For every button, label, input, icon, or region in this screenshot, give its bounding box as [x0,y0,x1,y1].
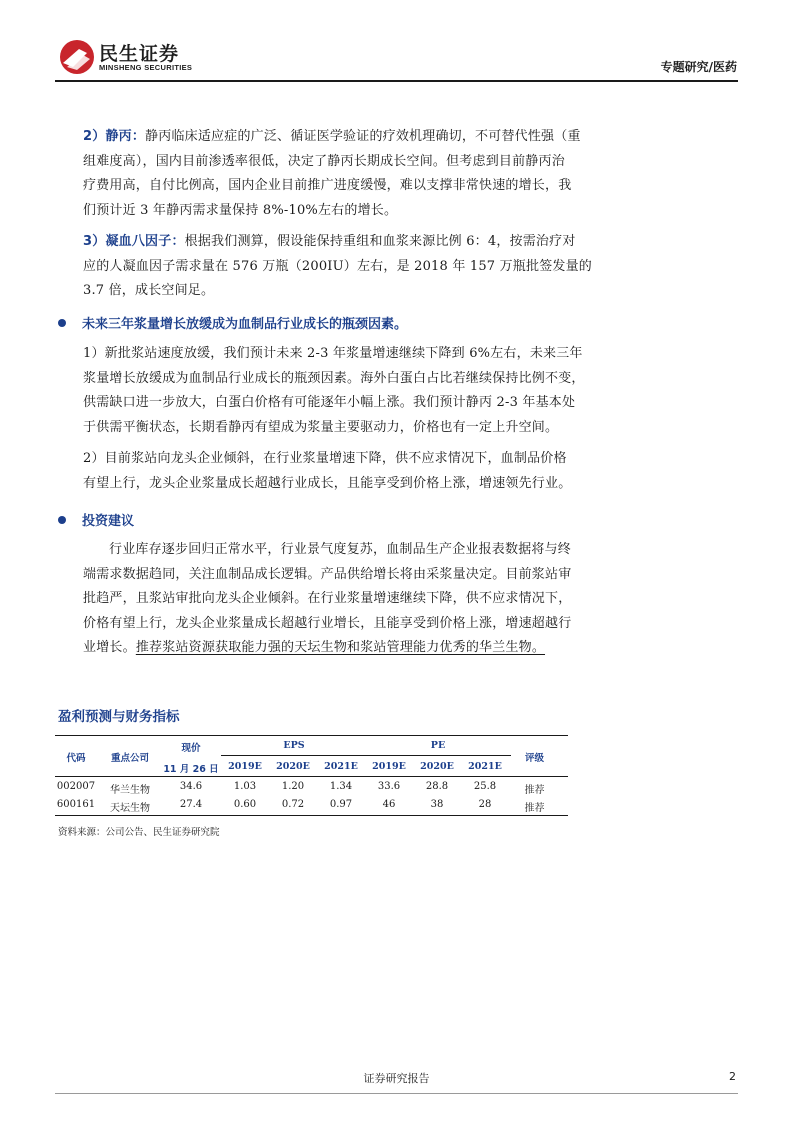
ivig-label: 2）静丙： [83,129,146,144]
table-cell: 0.97 [329,799,353,810]
text-line: 3.7 倍，成长空间足。 [83,283,215,298]
header-divider [55,80,738,82]
table-cell: 1.03 [233,781,257,792]
footer-divider [55,1093,738,1094]
table-cell: 46 [382,799,396,810]
paragraph-factor-viii [83,230,607,304]
logo-english-name: MINSHENG SECURITIES [99,63,193,72]
company-logo [57,37,207,77]
table-cell: 推荐 [524,803,545,814]
table-cell: 1.34 [329,781,353,792]
header-year: 2020E [276,761,310,772]
header-year: 2021E [468,761,502,772]
table-cell: 华兰生物 [110,785,150,796]
bullet-dot-icon [58,516,66,524]
logo-chinese-name: 民生证券 [99,43,180,65]
header-eps: EPS [283,740,305,751]
report-category: 专题研究/医药 [660,60,737,74]
table-cell: 0.72 [281,799,305,810]
text-line: 于供需平衡状态，长期看静丙有望成为浆量主要驱动力，价格也有一定上升空间。 [83,419,559,435]
table-title: 盈利预测与财务指标 [58,709,180,725]
paragraph-plasma-growth [83,342,607,440]
table-cell: 002007 [56,781,96,792]
table-cell: 1.20 [281,781,305,792]
header-year: 2019E [372,761,406,772]
table-top-rule [55,735,568,736]
table-cell: 38 [430,799,444,810]
header-company: 重点公司 [110,753,149,764]
text-line: 批趋严，且浆站审批向龙头企业倾斜。在行业浆量增速继续下降，供不应求情况下， [83,591,572,606]
text-line: 业增长。 [83,640,136,655]
text-line: 根据我们测算，假设能保持重组和血浆来源比例 6：4，按需治疗对 [184,234,576,249]
header-pe: PE [430,740,446,751]
page-number: 2 [729,1070,736,1083]
text-line: 价格有望上行，龙头企业浆量成长超越行业增长，且能享受到价格上涨，增速超越行 [83,615,572,631]
text-line: 供需缺口进一步放大，白蛋白价格有可能逐年小幅上涨。我们预计静丙 2-3 年基本处 [83,395,576,410]
recommendation-text: 推荐浆站资源获取能力强的天坛生物和浆站管理能力优秀的华兰生物。 [135,640,546,655]
header-year: 2020E [420,761,454,772]
section-heading-plasma [58,313,618,332]
table-cell: 推荐 [524,785,545,796]
table-group-rule [221,755,511,756]
section-heading-investment [58,510,618,529]
table-header-rule [55,776,568,777]
table-cell: 天坛生物 [110,803,150,814]
table-cell: 33.6 [377,781,401,792]
table-bottom-rule [55,815,568,816]
text-line: 行业库存逐步回归正常水平，行业景气度复苏，血制品生产企业报表数据将与终 [109,542,572,557]
section-heading-text: 未来三年浆量增长放缓成为血制品行业成长的瓶颈因素。 [82,317,408,332]
section-heading-text: 投资建议 [82,514,135,529]
paragraph-investment [83,538,607,661]
minsheng-logo-icon [57,37,97,77]
header-price: 现价 [181,743,201,754]
text-line: 静丙临床适应症的广泛、循证医学验证的疗效机理确切，不可替代性强（重 [145,129,581,144]
table-cell: 28.8 [425,781,449,792]
header-rating: 评级 [524,753,544,764]
table-cell: 28 [478,799,492,810]
table-cell: 27.4 [179,799,203,810]
table-cell: 25.8 [473,781,497,792]
header-year: 2019E [228,761,262,772]
table-cell: 600161 [56,799,96,810]
text-line: 1）新批浆站速度放缓，我们预计未来 2-3 年浆量增速继续下降到 6%左右，未来三年 [83,346,583,361]
table-source-note: 资料来源：公司公告、民生证券研究院 [58,827,220,838]
paragraph-leading-firms [83,447,607,496]
paragraph-ivig [83,125,607,223]
table-cell: 0.60 [233,799,257,810]
text-line: 浆量增长放缓成为血制品行业成长的瓶颈因素。海外白蛋白占比若继续保持比例不变， [83,370,585,386]
text-line: 端需求数据趋同，关注血制品成长逻辑。产品供给增长将由采浆量决定。目前浆站审 [83,566,572,582]
factor-viii-label: 3）凝血八因子： [83,234,185,249]
text-line: 组难度高），国内目前渗透率很低，决定了静丙长期成长空间。但考虑到目前静丙治 [83,153,565,169]
header-year: 2021E [324,761,358,772]
text-line: 有望上行，龙头企业浆量成长超越行业成长，且能享受到价格上涨，增速领先行业。 [83,475,572,491]
header-price-date: 11 月 26 日 [163,764,219,775]
text-line: 们预计近 3 年静丙需求量保持 8%-10%左右的增长。 [83,202,398,218]
header-code: 代码 [66,753,86,764]
text-line: 应的人凝血因子需求量在 576 万瓶（200IU）左右，是 2018 年 157 万瓶批签发量的 [83,258,593,274]
footer-label: 证券研究报告 [363,1072,430,1085]
text-line: 疗费用高，自付比例高，国内企业目前推广进度缓慢，难以支撑非常快速的增长，我 [83,178,572,193]
text-line: 2）目前浆站向龙头企业倾斜，在行业浆量增速下降，供不应求情况下，血制品价格 [83,451,567,466]
bullet-dot-icon [58,319,66,327]
table-cell: 34.6 [179,781,203,792]
